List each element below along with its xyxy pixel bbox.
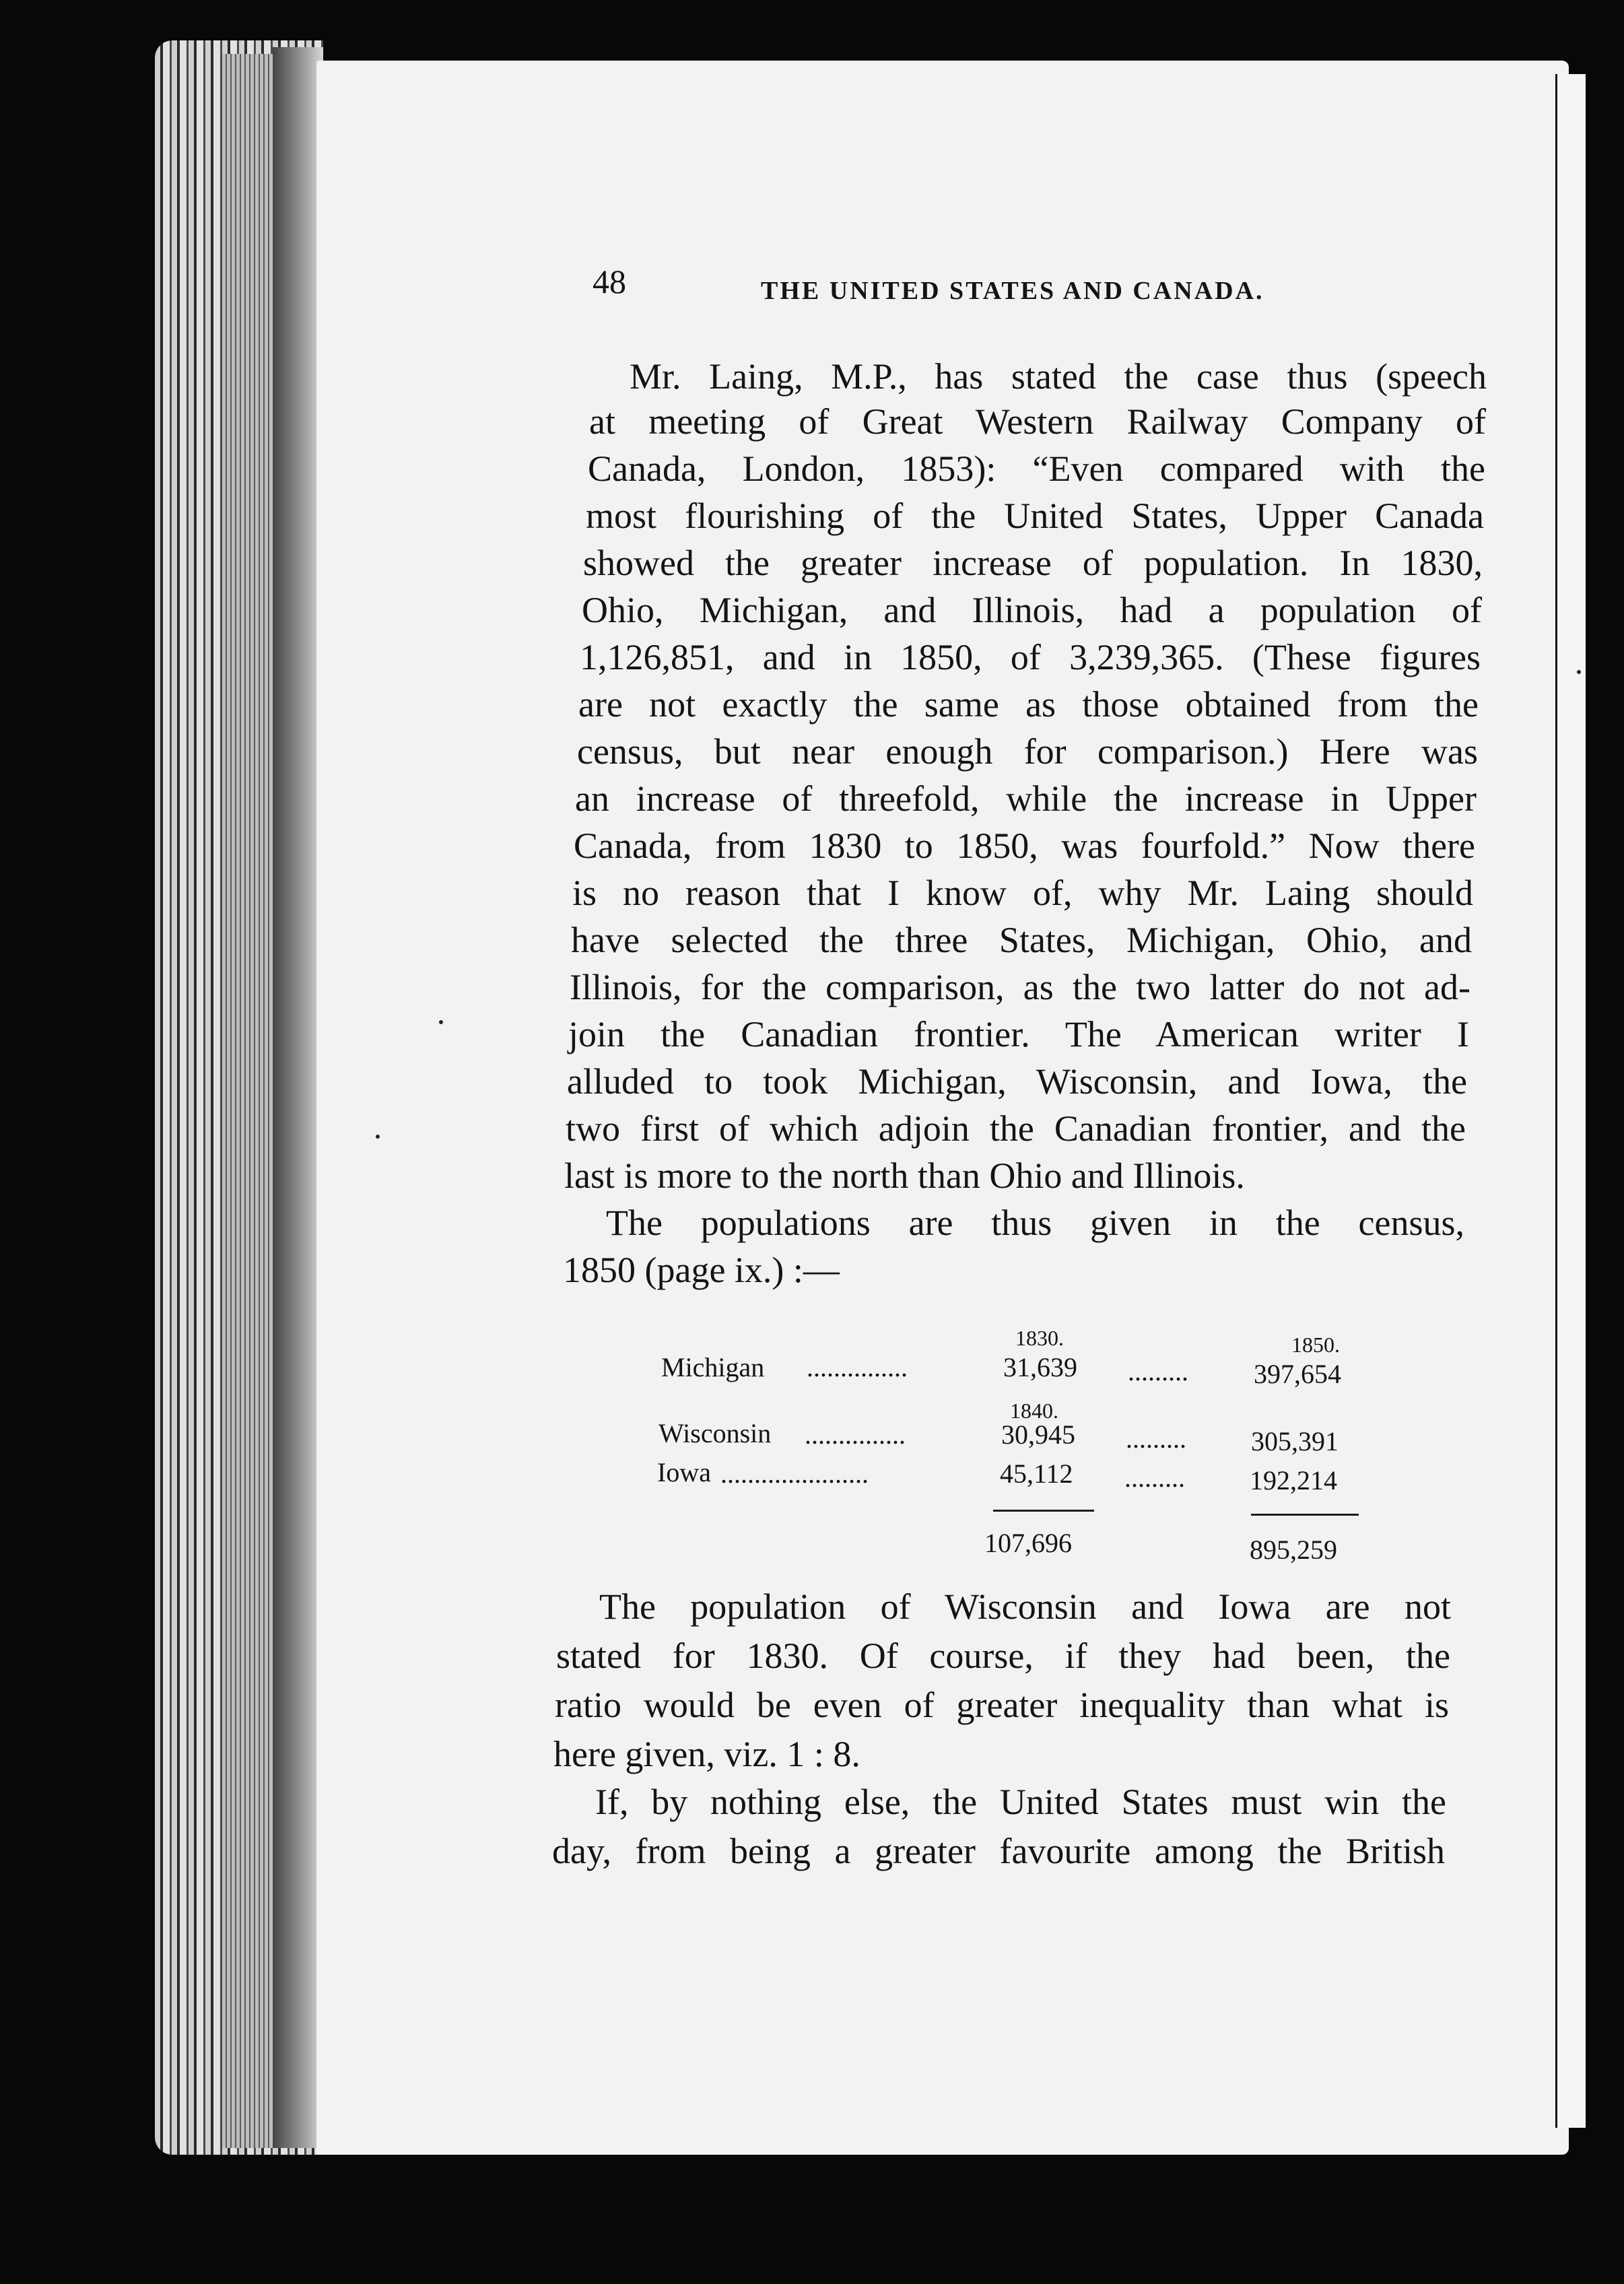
- text-line: day, from being a greater favourite among the British: [552, 1831, 1445, 1871]
- year-header: 1830.: [1015, 1326, 1064, 1350]
- text-line: an increase of threefold, while the increase in Upper: [575, 778, 1477, 819]
- text-line: most flourishing of the United States, Upper Canada: [586, 496, 1484, 536]
- state-name: Wisconsin: [658, 1418, 772, 1448]
- value-1830: 45,112: [1000, 1458, 1073, 1489]
- text-line: have selected the three States, Michigan, Ohio, and: [571, 920, 1472, 960]
- dot-leader: .........: [1126, 1423, 1186, 1454]
- total-1830: 107,696: [984, 1528, 1072, 1558]
- text-line: are not exactly the same as those obtained from the: [578, 684, 1479, 725]
- dot-leader: ......................: [720, 1458, 869, 1489]
- dot-leader: .........: [1128, 1356, 1188, 1386]
- text-line: join the Canadian frontier. The American writer I: [568, 1014, 1469, 1054]
- sum-rule: [1251, 1514, 1359, 1516]
- page-number: 48: [593, 263, 626, 300]
- year-header: 1840.: [1010, 1399, 1058, 1423]
- text-line: The populations are thus given in the census,: [606, 1203, 1464, 1243]
- text-line: census, but near enough for comparison.) Here was: [577, 731, 1478, 772]
- text-line: 1,126,851, and in 1850, of 3,239,365. (These figures: [580, 637, 1481, 677]
- text-line: 1850 (page ix.) :—: [563, 1250, 840, 1290]
- value-1850: 305,391: [1251, 1426, 1339, 1456]
- text-line: ratio would be even of greater inequality than what is: [555, 1685, 1449, 1725]
- text-line: Illinois, for the comparison, as the two latter do not ad-: [570, 967, 1470, 1007]
- text-line: here given, viz. 1 : 8.: [553, 1734, 860, 1774]
- text-line: two first of which adjoin the Canadian frontier, and the: [566, 1108, 1466, 1149]
- dot-leader: ...............: [805, 1419, 906, 1450]
- text-line: Ohio, Michigan, and Illinois, had a population of: [582, 590, 1482, 630]
- state-name: Michigan: [661, 1352, 765, 1382]
- text-line: Canada, London, 1853): “Even compared with the: [588, 448, 1485, 489]
- state-name: Iowa: [657, 1457, 711, 1487]
- value-1830: 31,639: [1003, 1352, 1077, 1382]
- total-1850: 895,259: [1250, 1535, 1337, 1565]
- year-header: 1850.: [1291, 1333, 1340, 1357]
- value-1850: 192,214: [1250, 1465, 1337, 1496]
- text-line: last is more to the north than Ohio and Illinois.: [564, 1155, 1245, 1196]
- text-line: at meeting of Great Western Railway Company of: [589, 401, 1486, 442]
- dot-leader: .........: [1124, 1463, 1185, 1493]
- text-line: showed the greater increase of population. In 1830,: [583, 543, 1483, 583]
- text-line: is no reason that I know of, why Mr. Laing should: [572, 873, 1473, 913]
- sum-rule: [993, 1510, 1094, 1512]
- text-line: Canada, from 1830 to 1850, was fourfold.” Now there: [574, 826, 1475, 866]
- dot-leader: ...............: [807, 1352, 908, 1382]
- text-line: alluded to took Michigan, Wisconsin, and Iowa, the: [567, 1061, 1467, 1102]
- value-1830: 30,945: [1001, 1419, 1075, 1450]
- text-line: stated for 1830. Of course, if they had been, the: [556, 1636, 1450, 1676]
- text-line: Mr. Laing, M.P., has stated the case thus (speech: [630, 356, 1487, 397]
- text-line: The population of Wisconsin and Iowa are not: [599, 1586, 1451, 1627]
- value-1850: 397,654: [1254, 1359, 1341, 1389]
- running-title: THE UNITED STATES AND CANADA.: [761, 277, 1264, 305]
- text-line: If, by nothing else, the United States must win the: [595, 1782, 1446, 1822]
